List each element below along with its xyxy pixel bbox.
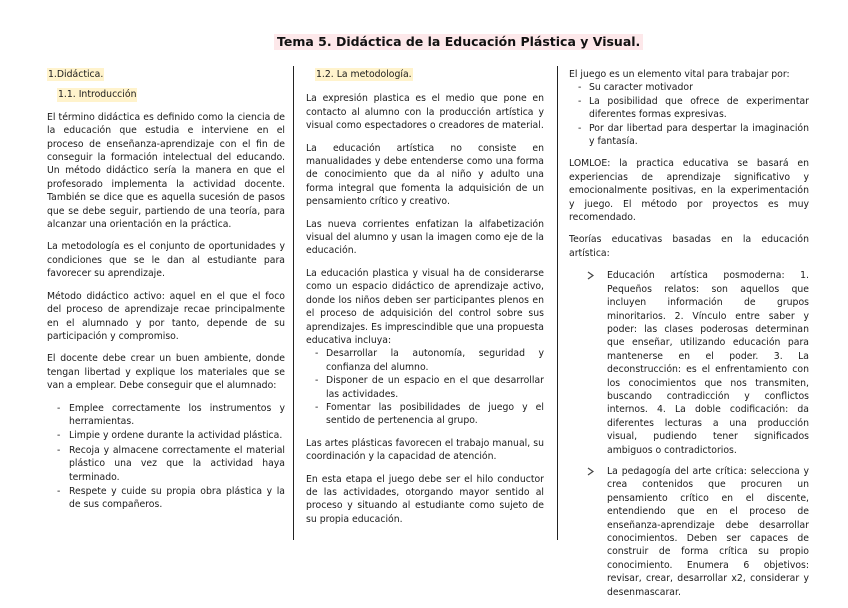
- list-item: - Disponer de un espacio en el que desarrollar las actividades.: [306, 374, 544, 401]
- theory-list: [585, 269, 809, 599]
- list-item: - Por dar libertad para despertar la imaginación y fantasía.: [569, 122, 809, 149]
- subsection-heading: 1.1. Introducción: [58, 89, 137, 101]
- list-item: - Limpie y ordene durante la actividad plástica.: [47, 429, 285, 442]
- arrow-bullet-icon: [587, 467, 594, 476]
- paragraph: Las artes plásticas favorecen el trabajo manual, su coordinación y la capacidad de atención.: [306, 437, 544, 463]
- bullet-list: [47, 402, 285, 512]
- paragraph: La expresión plastica es el medio que pone en contacto al alumno con la producción artística y visual como espectadores o creadores de material.: [306, 93, 544, 132]
- column-divider-1: [293, 66, 294, 540]
- paragraph: La educación artística no consiste en manualidades y debe entenderse como una forma de conocimiento que da al niño y adulto una forma integral que fomenta la adquisición de un pensamiento crítico y creativo.: [306, 142, 544, 208]
- arrow-bullet-icon: [587, 271, 594, 280]
- list-item: - Desarrollar la autonomía, seguridad y confianza del alumno.: [306, 347, 544, 374]
- list-item: La pedagogía del arte crítica: selecciona y crea contenidos que procuren un pensamiento crítico en el discente, entendiendo que en el proceso de enseñanza-aprendizaje debe desarrollar conocimientos. Deben ser capaces de construir de forma crítica su propio conocimiento. Enumera 6 objetivos: revisar, crear, desarrollar x2, considerar y desenmascarar.: [585, 465, 809, 599]
- bullet-list: [569, 81, 809, 148]
- paragraph: Teorías educativas basadas en la educación artística:: [569, 234, 809, 259]
- subsection-heading: 1.2. La metodología.: [316, 69, 412, 80]
- list-item: - Recoja y almacene correctamente el material plástico una vez que la actividad haya terminado.: [47, 444, 285, 484]
- paragraph: LOMLOE: la practica educativa se basará en experiencias de aprendizaje significativo y emocionalmente positivas, en la experimentación y juego. El método por proyectos es muy recomendado.: [569, 158, 809, 224]
- list-item: Educación artística posmoderna: 1. Pequeños relatos: son aquellos que incluyen información de grupos minoritarios. 2. Vínculo entre saber y poder: las clases poderosas determinan que enseñar, utilizando educación para mantenerse en el poder. 3. La deconstrucción: es el enfrentamiento con los conocimientos que nos transmiten, buscando contradicción y conflictos internos. 4. La doble codificación: da diferentes lecturas a una producción visual, pudiendo tener significados ambiguos o contradictorios.: [585, 269, 809, 457]
- list-item: - Emplee correctamente los instrumentos y herramientas.: [47, 402, 285, 429]
- paragraph: Método didáctico activo: aquel en el que el foco del proceso de aprendizaje recae principalmente en el alumnado y por tanto, depende de su participación y compromiso.: [47, 290, 285, 342]
- column-2: [306, 68, 544, 535]
- paragraph: El juego es un elemento vital para trabajar por:: [569, 69, 790, 80]
- bullet-list: [306, 347, 544, 427]
- paragraph: Las nueva corrientes enfatizan la alfabetización visual del alumno y usan la imagen como eje de la educación.: [306, 218, 544, 257]
- column-3: [569, 68, 809, 608]
- paragraph: En esta etapa el juego debe ser el hilo conductor de las actividades, otorgando mayor sentido al proceso y situando al estudiante como sujeto de su propia educación.: [306, 473, 544, 525]
- column-1: [47, 68, 285, 521]
- list-item: - La posibilidad que ofrece de experimentar diferentes formas expresivas.: [569, 95, 809, 122]
- list-item: - Respete y cuide su propia obra plástica y la de sus compañeros.: [47, 485, 285, 512]
- paragraph: La educación plastica y visual ha de considerarse como un espacio didáctico de aprendizaje activo, donde los niños deben ser participantes plenos en el proceso de adquisición del control sobre sus aprendizajes. Es imprescindible que una propuesta educativa incluya:: [306, 267, 544, 346]
- paragraph: La metodología es el conjunto de oportunidades y condiciones que se le dan al estudiante para favorecer su aprendizaje.: [47, 241, 285, 280]
- section-heading: 1.Didáctica.: [48, 69, 104, 80]
- list-item: - Su caracter motivador: [569, 81, 809, 94]
- document-title: Tema 5. Didáctica de la Educación Plástica y Visual.: [274, 34, 643, 50]
- paragraph: El término didáctica es definido como la ciencia de la educación que estudia e interviene en el proceso de enseñanza-aprendizaje con el fin de conseguir la formación intelectual del educando. Un método didáctico sería la manera en que el profesorado implementa la actividad docente. También se dice que es aquella sucesión de pasos que se debe seguir, partiendo de una teoría, para alcanzar una orientación en la práctica.: [47, 111, 285, 231]
- paragraph: El docente debe crear un buen ambiente, donde tengan libertad y explique los materiales que se van a emplear. Debe conseguir que el alumnado:: [47, 353, 285, 392]
- column-divider-2: [557, 66, 558, 540]
- list-item: - Fomentar las posibilidades de juego y el sentido de pertenencia al grupo.: [306, 401, 544, 428]
